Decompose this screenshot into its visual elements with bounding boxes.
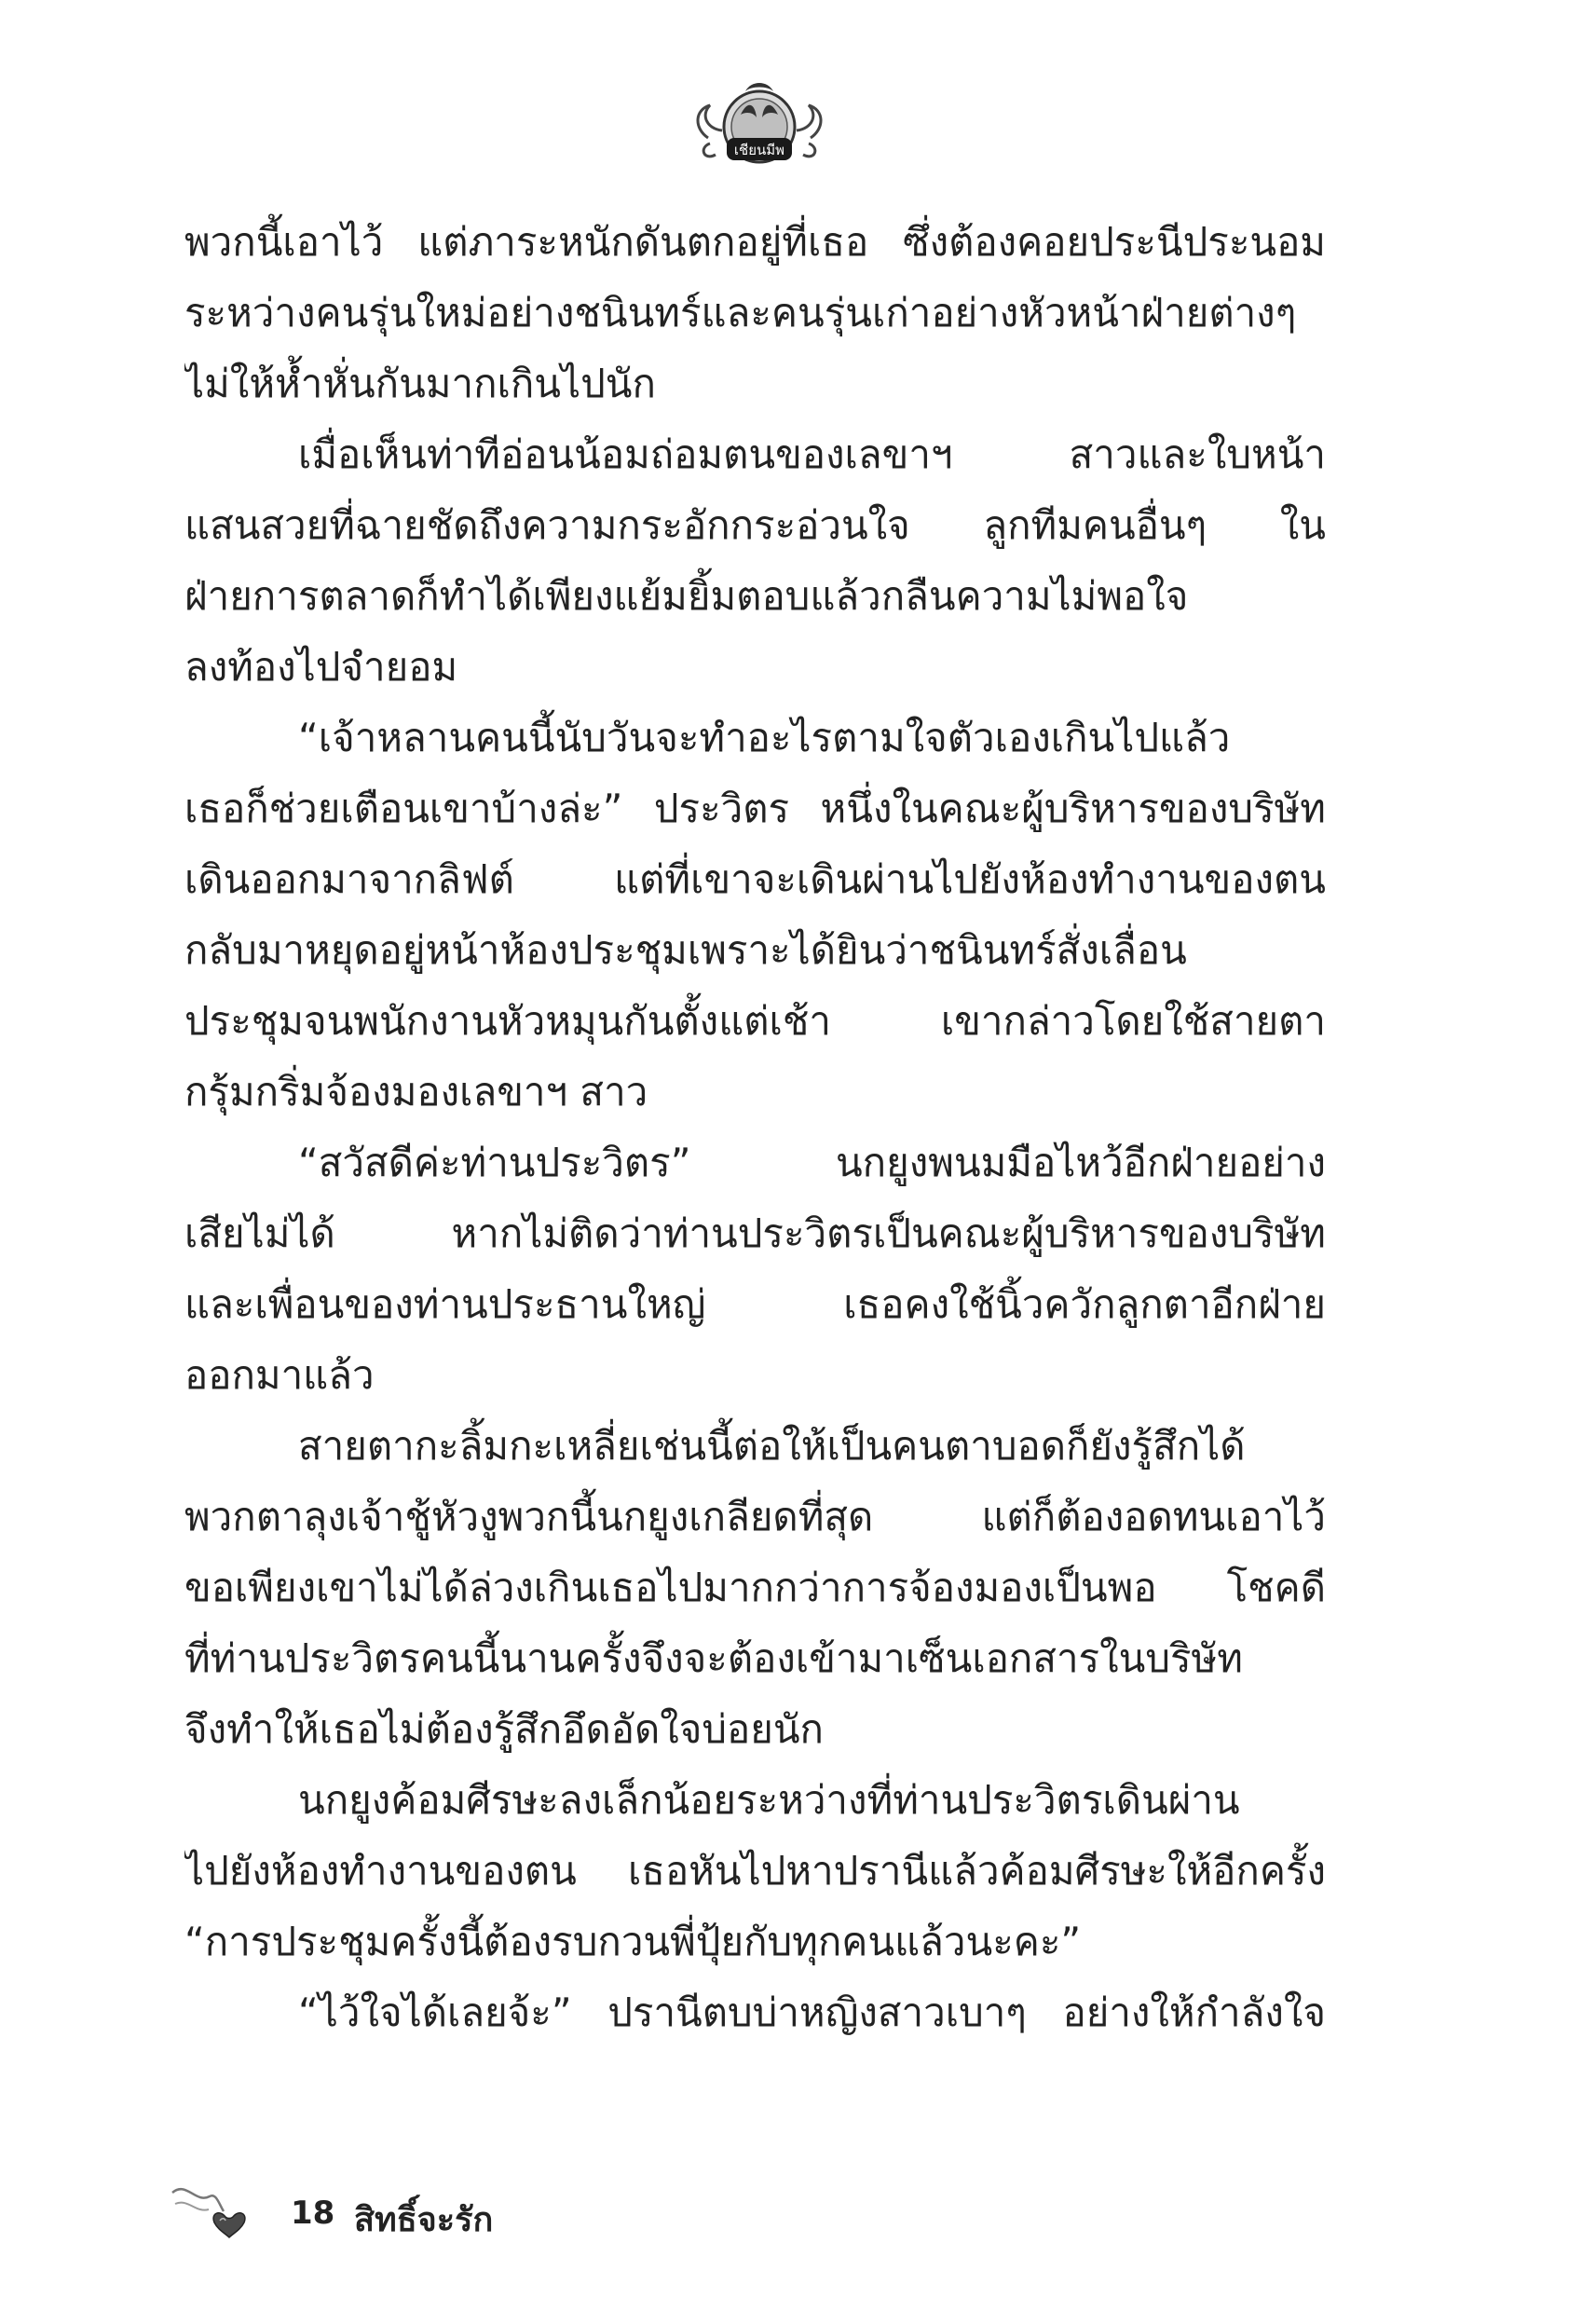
crest-emblem-text: เชียนมีพ [733,142,785,158]
text-line: ไปยังห้องทำงานของตน เธอหันไปหาปรานีแล้วค้อมศีรษะให้อีกครั้ง [184,1848,1326,1894]
text-line: กลับมาหยุดอยู่หน้าห้องประชุมเพราะได้ยินว่าชนินทร์สั่งเลื่อน [184,927,1187,973]
book-title: สิทธิ์จะรัก [354,2201,494,2239]
text-line: พวกตาลุงเจ้าชู้หัวงูพวกนี้นกยูงเกลียดที่สุด แต่ก็ต้องอดทนเอาไว้ [184,1494,1326,1539]
text-line: ขอเพียงเขาไม่ได้ล่วงเกินเธอไปมากกว่าการจ้องมองเป็นพอ โชคดี [184,1565,1326,1610]
text-line: ออกมาแล้ว [184,1352,375,1398]
text-line: ลงท้องไปจำยอม [184,644,458,690]
text-line: ระหว่างคนรุ่นใหม่อย่างชนินทร์และคนรุ่นเก่าอย่างหัวหน้าฝ่ายต่างๆ [184,290,1297,335]
text-line: ไม่ให้ห้ำหั่นกันมากเกินไปนัก [184,361,656,406]
ornamental-crest-icon [689,73,829,175]
page-number: 18 [291,2195,335,2232]
text-line: จึงทำให้เธอไม่ต้องรู้สึกอึดอัดใจบ่อยนัก [184,1706,824,1752]
text-line: ที่ท่านประวิตรคนนี้นานครั้งจึงจะต้องเข้ามาเซ็นเอกสารในบริษัท [184,1635,1243,1681]
text-line: “เจ้าหลานคนนี้นับวันจะทำอะไรตามใจตัวเองเกินไปแล้ว [298,715,1231,760]
footer-flourish-graphic [168,2176,252,2250]
text-line: “การประชุมครั้งนี้ต้องรบกวนพี่ปุ้ยกับทุกคนแล้วนะคะ” [184,1919,1082,1964]
text-line: ประชุมจนพนักงานหัวหมุนกันตั้งแต่เช้า เขากล่าวโดยใช้สายตา [184,998,1326,1044]
text-line: สายตากะลิ้มกะเหลี่ยเช่นนี้ต่อให้เป็นคนตาบอดก็ยังรู้สึกได้ [298,1423,1246,1469]
text-line: “ไว้ใจได้เลยจ้ะ” ปรานีตบบ่าหญิงสาวเบาๆ อย่างให้กำลังใจ [298,1990,1326,2035]
text-line: พวกนี้เอาไว้ แต่ภาระหนักดันตกอยู่ที่เธอ ซึ่งต้องคอยประนีประนอม [184,219,1326,265]
text-line: เมื่อเห็นท่าทีอ่อนน้อมถ่อมตนของเลขาฯ สาวและใบหน้า [298,431,1326,477]
text-line: กรุ้มกริ่มจ้องมองเลขาฯ สาว [184,1069,648,1114]
crest-graphic [689,73,829,175]
text-line: และเพื่อนของท่านประธานใหญ่ เธอคงใช้นิ้วควักลูกตาอีกฝ่าย [184,1281,1326,1327]
body-text [184,207,1326,2048]
ornamental-heart-flourish-icon [168,2176,252,2250]
text-line: “สวัสดีค่ะท่านประวิตร” นกยูงพนมมือไหว้อีกฝ่ายอย่าง [298,1140,1326,1185]
text-line: เธอก็ช่วยเตือนเขาบ้างล่ะ” ประวิตร หนึ่งในคณะผู้บริหารของบริษัท [184,786,1326,831]
text-line: นกยูงค้อมศีรษะลงเล็กน้อยระหว่างที่ท่านประวิตรเดินผ่าน [298,1777,1240,1823]
text-line: ฝ่ายการตลาดก็ทำได้เพียงแย้มยิ้มตอบแล้วกลืนความไม่พอใจ [184,573,1189,619]
text-line: เสียไม่ได้ หากไม่ติดว่าท่านประวิตรเป็นคณะผู้บริหารของบริษัท [184,1210,1326,1256]
page-footer [168,2176,634,2250]
text-line: แสนสวยที่ฉายชัดถึงความกระอักกระอ่วนใจ ลูกทีมคนอื่นๆ ใน [184,502,1326,548]
text-line: เดินออกมาจากลิฟต์ แต่ที่เขาจะเดินผ่านไปยังห้องทำงานของตน [184,856,1326,902]
